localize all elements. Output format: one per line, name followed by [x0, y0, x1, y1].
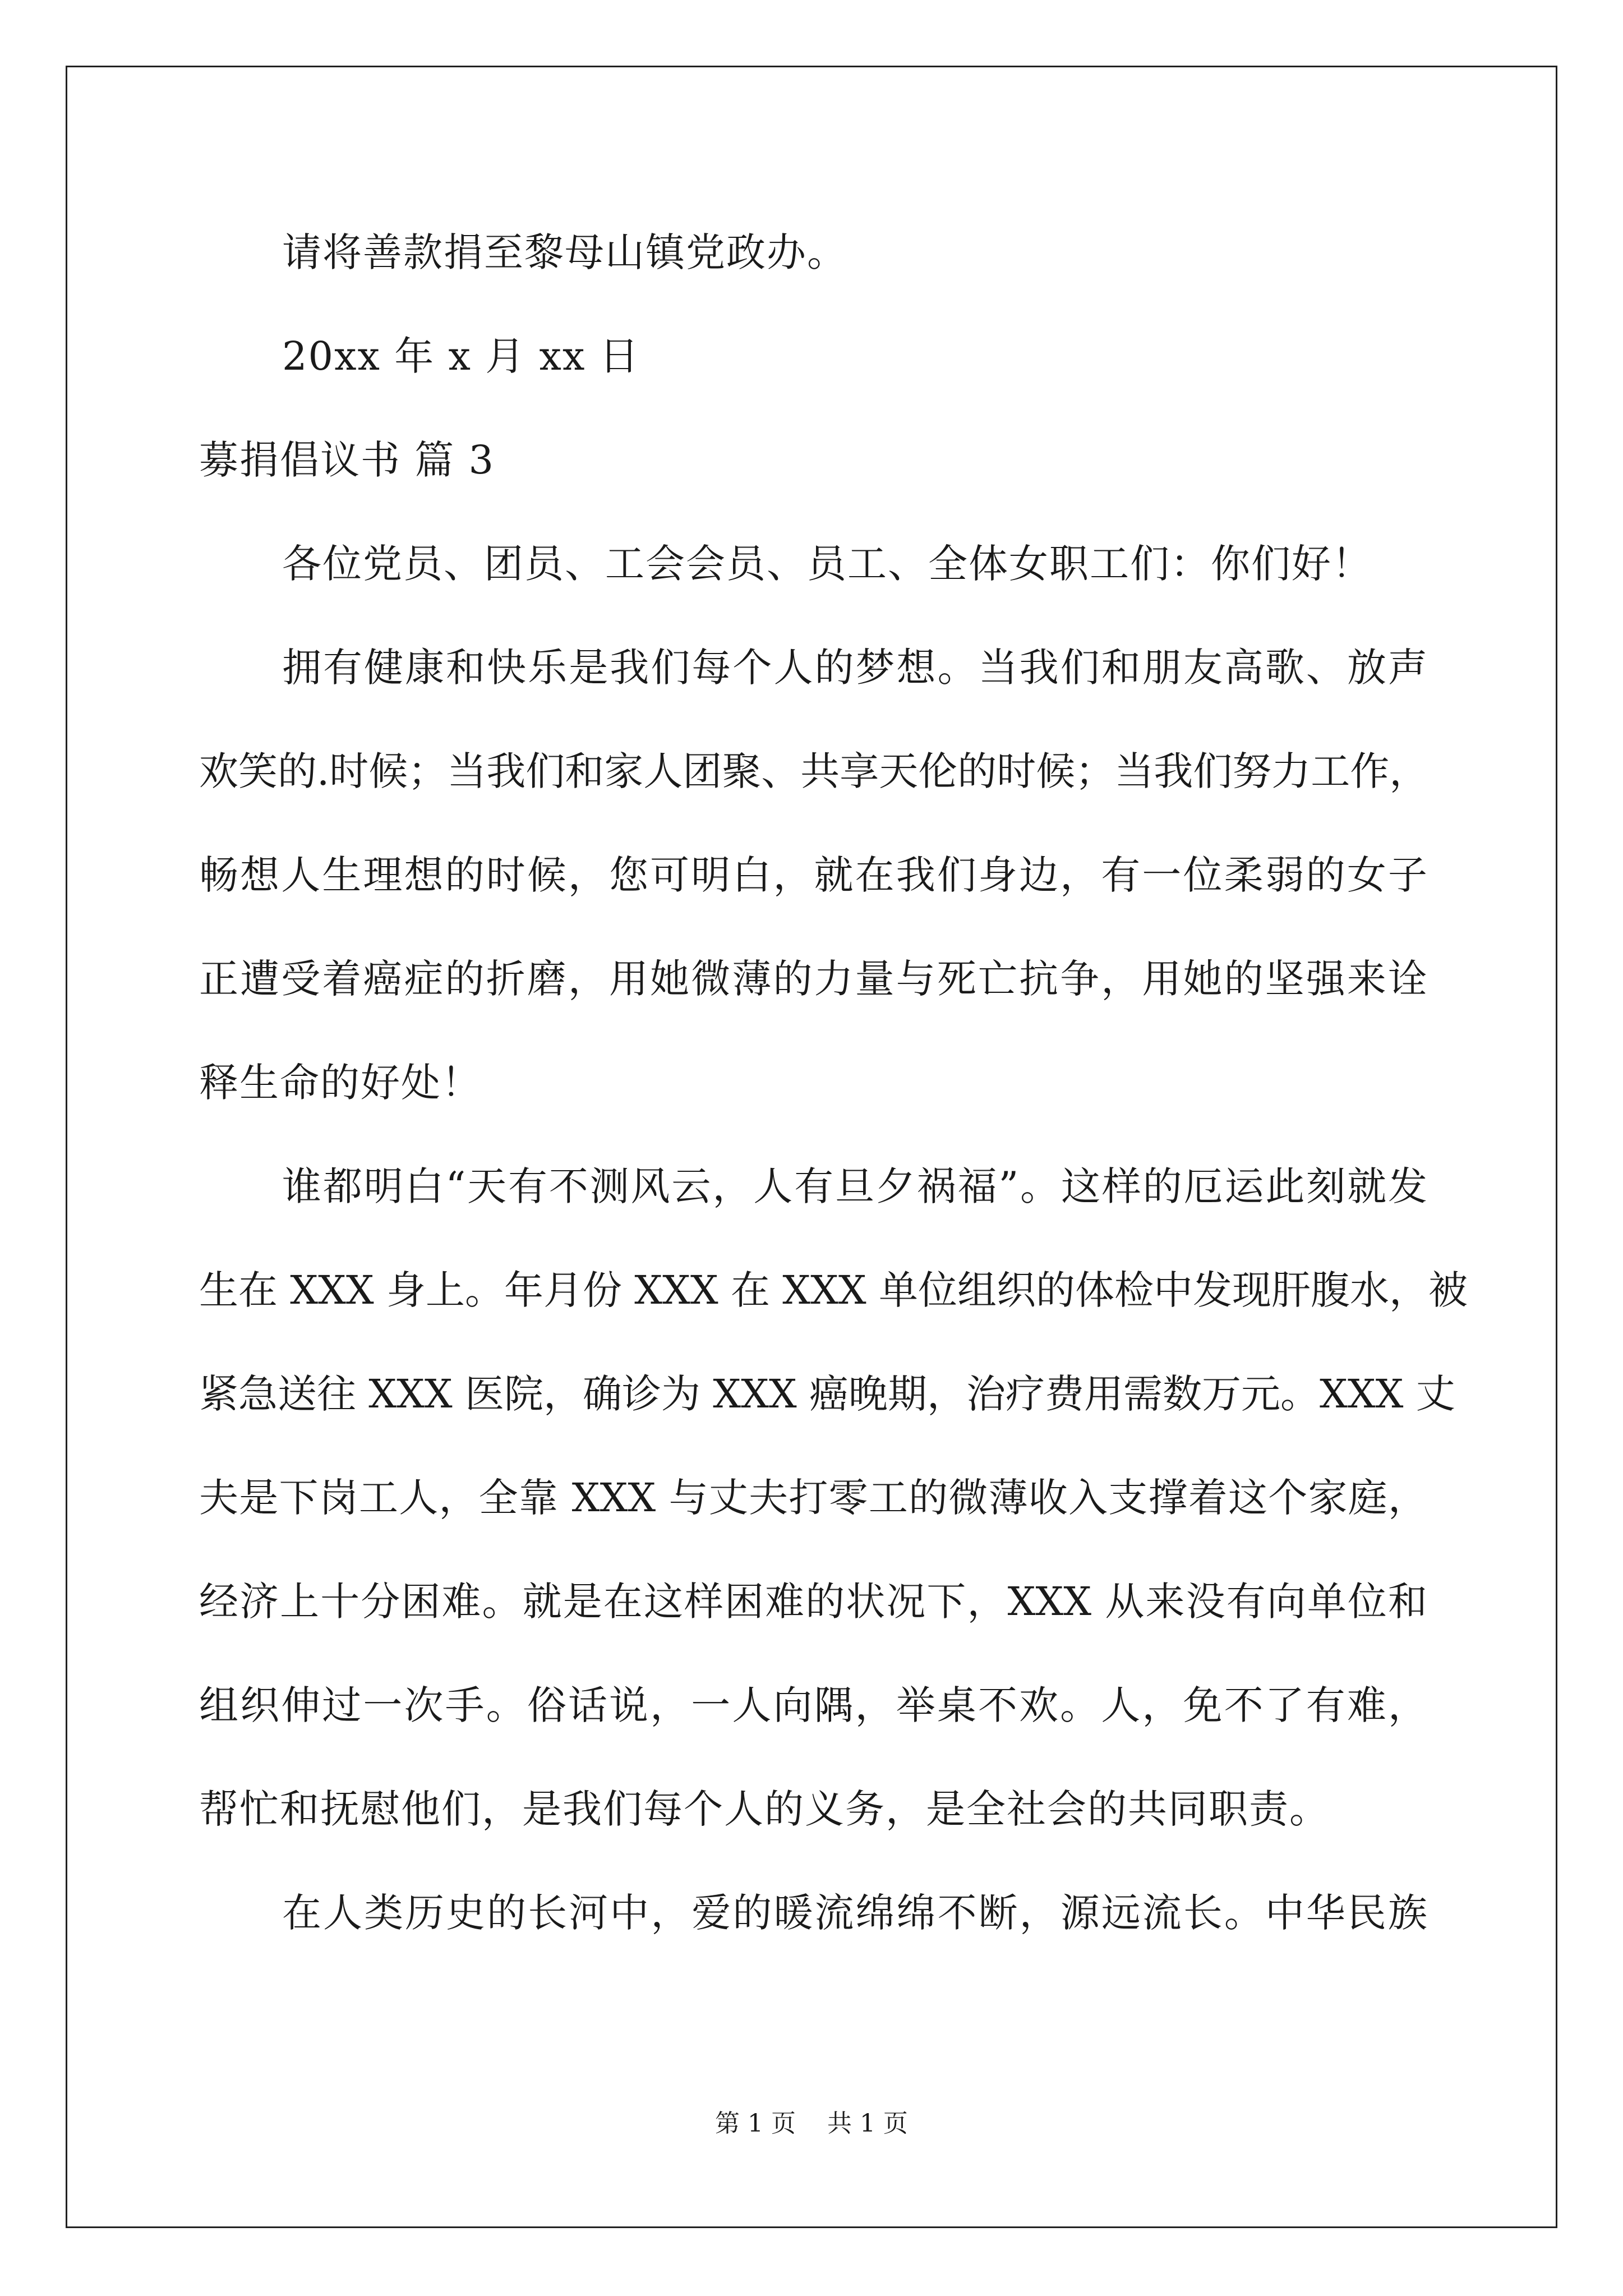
greeting-line: 各位党员、团员、工会会员、员工、全体女职工们：你们好！ — [282, 541, 1372, 587]
page-footer: 第 1 页 共 1 页 — [715, 2109, 908, 2138]
paragraph-line: 生在 XXX 身上。年月份 XXX 在 XXX 单位组织的体检中发现肝腹水，被 — [199, 1267, 1468, 1313]
paragraph-line: 欢笑的.时候；当我们和家人团聚、共享天伦的时候；当我们努力工作， — [199, 748, 1429, 794]
paragraph-line: 组织伸过一次手。俗话说，一人向隅，举桌不欢。人，免不了有难， — [199, 1682, 1427, 1728]
section-heading: 募捐倡议书 篇 3 — [199, 437, 495, 483]
paragraph-line: 紧急送往 XXX 医院，确诊为 XXX 癌晚期，治疗费用需数万元。XXX 丈 — [199, 1371, 1455, 1417]
paragraph-line: 释生命的好处！ — [199, 1060, 482, 1106]
date-line: 20xx 年 x 月 xx 日 — [282, 333, 640, 379]
paragraph-line: 帮忙和抚慰他们，是我们每个人的义务，是全社会的共同职责。 — [199, 1786, 1330, 1832]
paragraph-line: 正遭受着癌症的折磨，用她微薄的力量与死亡抗争，用她的坚强来诠 — [199, 956, 1427, 1002]
paragraph-line: 谁都明白“天有不测风云，人有旦夕祸福”。这样的厄运此刻就发 — [282, 1163, 1427, 1209]
paragraph-line: 在人类历史的长河中，爱的暖流绵绵不断，源远流长。中华民族 — [282, 1890, 1427, 1936]
paragraph-line: 拥有健康和快乐是我们每个人的梦想。当我们和朋友高歌、放声 — [282, 645, 1427, 691]
paragraph-line: 畅想人生理想的时候，您可明白，就在我们身边，有一位柔弱的女子 — [199, 852, 1427, 898]
paragraph-line: 夫是下岗工人，全靠 XXX 与丈夫打零工的微薄收入支撑着这个家庭， — [199, 1475, 1427, 1521]
paragraph-line: 请将善款捐至黎母山镇党政办。 — [282, 229, 847, 275]
paragraph-line: 经济上十分困难。就是在这样困难的状况下，XXX 从来没有向单位和 — [199, 1579, 1427, 1625]
